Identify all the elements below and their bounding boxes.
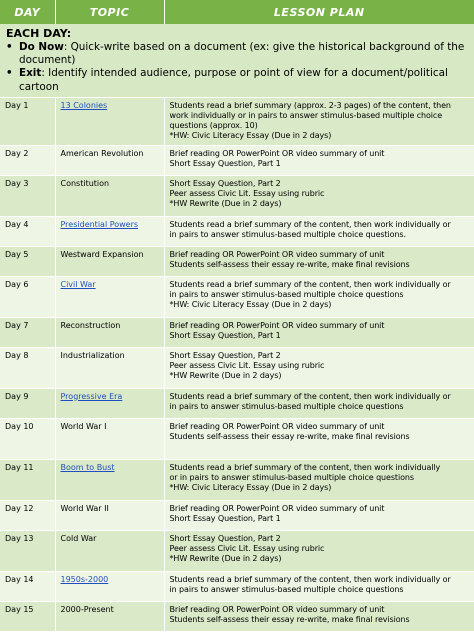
table-row xyxy=(0,175,474,216)
day-rows xyxy=(0,97,474,631)
each-day-item-text: cartoon xyxy=(19,80,59,93)
lesson-plan-cell xyxy=(164,459,474,500)
each-day-item-exit xyxy=(6,67,469,93)
lesson-plan-line: Short Essay Question, Part 1 xyxy=(169,513,281,523)
lesson-plan-cell xyxy=(164,276,474,317)
lesson-plan-line: Brief reading OR PowerPoint OR video summary of unit xyxy=(169,320,385,330)
each-day-item-text: document) xyxy=(19,54,76,67)
each-day-box xyxy=(0,24,474,97)
day-cell: Day 4 xyxy=(0,216,55,246)
lesson-plan-cell xyxy=(164,216,474,246)
topic-cell xyxy=(55,97,164,145)
lesson-plan-line: Short Essay Question, Part 1 xyxy=(169,330,281,340)
topic-text: Industrialization xyxy=(60,350,125,360)
each-day-item-label: Exit xyxy=(19,67,42,80)
lesson-plan-cell xyxy=(164,97,474,145)
each-day-section xyxy=(0,24,474,97)
lesson-plan-line: Short Essay Question, Part 1 xyxy=(169,158,281,168)
day-cell: Day 9 xyxy=(0,388,55,418)
topic-cell xyxy=(55,601,164,631)
each-day-title: EACH DAY: xyxy=(6,27,72,40)
table-row xyxy=(0,388,474,418)
lesson-plan-line: Students read a brief summary of the content, then work individually or xyxy=(169,219,451,229)
topic-link[interactable]: 1950s-2000 xyxy=(60,574,109,584)
day-cell: Day 5 xyxy=(0,246,55,276)
table-row xyxy=(0,347,474,388)
lesson-plan-line: Short Essay Question, Part 2 xyxy=(169,350,281,360)
lesson-plan-line: *HW: Civic Literacy Essay (Due in 2 days) xyxy=(169,482,332,492)
day-cell: Day 8 xyxy=(0,347,55,388)
topic-text: Reconstruction xyxy=(60,320,121,330)
topic-text: World War I xyxy=(60,421,107,431)
lesson-plan-cell xyxy=(164,601,474,631)
lesson-plan-cell xyxy=(164,175,474,216)
lesson-plan-cell xyxy=(164,571,474,601)
day-cell: Day 3 xyxy=(0,175,55,216)
lesson-plan-cell xyxy=(164,388,474,418)
lesson-plan-line: Students read a brief summary (approx. 2-3 pages) of the content, then xyxy=(169,100,451,110)
lesson-plan-line: in pairs to answer stimulus-based multiple choice questions xyxy=(169,289,404,299)
table-row xyxy=(0,500,474,530)
header-lesson-plan: LESSON PLAN xyxy=(164,0,474,24)
lesson-plan-cell xyxy=(164,418,474,459)
lesson-plan-line: Peer assess Civic Lit. Essay using rubric xyxy=(169,543,325,553)
lesson-plan-line: Brief reading OR PowerPoint OR video summary of unit xyxy=(169,148,385,158)
lesson-plan-line: Students read a brief summary of the content, then work individually or xyxy=(169,574,451,584)
lesson-plan-line: Students self-assess their essay re-write, make final revisions xyxy=(169,259,410,269)
lesson-plan-line: in pairs to answer stimulus-based multiple choice questions. xyxy=(169,229,406,239)
topic-cell xyxy=(55,246,164,276)
topic-cell xyxy=(55,276,164,317)
topic-cell xyxy=(55,418,164,459)
lesson-plan-line: Brief reading OR PowerPoint OR video summary of unit xyxy=(169,604,385,614)
topic-cell xyxy=(55,388,164,418)
header-day: DAY xyxy=(0,0,55,24)
lesson-plan-line: in pairs to answer stimulus-based multiple choice questions xyxy=(169,401,404,411)
topic-link[interactable]: Presidential Powers xyxy=(60,219,139,229)
table-header xyxy=(0,0,474,24)
topic-cell xyxy=(55,216,164,246)
topic-cell xyxy=(55,175,164,216)
table-row xyxy=(0,97,474,145)
table-row xyxy=(0,216,474,246)
lesson-plan-cell xyxy=(164,317,474,347)
lesson-plan-cell xyxy=(164,246,474,276)
lesson-plan-line: Peer assess Civic Lit. Essay using rubric xyxy=(169,360,325,370)
lesson-plan-line: *HW: Civic Literacy Essay (Due in 2 days) xyxy=(169,130,332,140)
table-row xyxy=(0,571,474,601)
table-row xyxy=(0,418,474,459)
topic-link[interactable]: Progressive Era xyxy=(60,391,123,401)
each-day-item-do-now xyxy=(6,41,469,67)
lesson-plan-line: Students read a brief summary of the content, then work individually xyxy=(169,462,441,472)
table-row xyxy=(0,246,474,276)
day-cell: Day 11 xyxy=(0,459,55,500)
lesson-plan-line: *HW Rewrite (Due in 2 days) xyxy=(169,553,282,563)
topic-text: World War II xyxy=(60,503,109,513)
day-cell: Day 14 xyxy=(0,571,55,601)
lesson-plan-cell xyxy=(164,500,474,530)
table-row xyxy=(0,145,474,175)
topic-text: American Revolution xyxy=(60,148,144,158)
lesson-plan-line: *HW Rewrite (Due in 2 days) xyxy=(169,370,282,380)
day-cell: Day 12 xyxy=(0,500,55,530)
lesson-plan-line: Students read a brief summary of the content, then work individually or xyxy=(169,279,451,289)
lesson-plan-line: work individually or in pairs to answer stimulus-based multiple choice xyxy=(169,110,443,120)
topic-cell xyxy=(55,459,164,500)
lesson-plan-line: Students self-assess their essay re-write, make final revisions xyxy=(169,431,410,441)
lesson-plan-line: Short Essay Question, Part 2 xyxy=(169,178,281,188)
lesson-plan-line: *HW: Civic Literacy Essay (Due in 2 days) xyxy=(169,299,332,309)
lesson-plan-line: Brief reading OR PowerPoint OR video summary of unit xyxy=(169,249,385,259)
topic-link[interactable]: Civil War xyxy=(60,279,96,289)
topic-cell xyxy=(55,500,164,530)
day-cell: Day 6 xyxy=(0,276,55,317)
each-day-item-label: Do Now xyxy=(19,41,64,53)
each-day-list xyxy=(6,41,469,94)
table-row xyxy=(0,459,474,500)
table-row xyxy=(0,530,474,571)
lesson-plan-cell xyxy=(164,145,474,175)
lesson-plan-line: Brief reading OR PowerPoint OR video summary of unit xyxy=(169,503,385,513)
lesson-plan-line: Peer assess Civic Lit. Essay using rubric xyxy=(169,188,325,198)
day-cell: Day 15 xyxy=(0,601,55,631)
table-row xyxy=(0,317,474,347)
lesson-plan-cell xyxy=(164,530,474,571)
topic-cell xyxy=(55,571,164,601)
table-row xyxy=(0,276,474,317)
day-cell: Day 7 xyxy=(0,317,55,347)
lesson-plan-cell xyxy=(164,347,474,388)
lesson-plan-line: Brief reading OR PowerPoint OR video summary of unit xyxy=(169,421,385,431)
topic-link[interactable]: 13 Colonies xyxy=(60,100,108,110)
each-day-item-text: : Identify intended audience, purpose or point of view for a document/political xyxy=(41,67,448,80)
each-day-item-text: : Quick-write based on a document (ex: give the historical background of the xyxy=(63,41,465,53)
topic-cell xyxy=(55,145,164,175)
lesson-plan-line: Students self-assess their essay re-write, make final revisions xyxy=(169,614,410,624)
table-row xyxy=(0,601,474,631)
topic-text: Cold War xyxy=(60,533,97,543)
bullet-icon: • xyxy=(6,67,13,80)
topic-link[interactable]: Boom to Bust xyxy=(60,462,115,472)
topic-cell xyxy=(55,530,164,571)
lesson-plan-line: or in pairs to answer stimulus-based multiple choice questions xyxy=(169,472,414,482)
lesson-plan-line: *HW Rewrite (Due in 2 days) xyxy=(169,198,282,208)
lesson-plan-line: Short Essay Question, Part 2 xyxy=(169,533,281,543)
header-topic: TOPIC xyxy=(55,0,164,24)
day-cell: Day 1 xyxy=(0,97,55,145)
day-cell: Day 10 xyxy=(0,418,55,459)
topic-text: Constitution xyxy=(60,178,110,188)
topic-text: 2000-Present xyxy=(60,604,114,614)
day-cell: Day 13 xyxy=(0,530,55,571)
topic-cell xyxy=(55,347,164,388)
lesson-plan-line: in pairs to answer stimulus-based multiple choice questions xyxy=(169,584,404,594)
day-cell: Day 2 xyxy=(0,145,55,175)
lesson-plan-line: questions (approx. 10) xyxy=(169,120,258,130)
bullet-icon: • xyxy=(6,41,13,53)
lesson-plan-line: Students read a brief summary of the content, then work individually or xyxy=(169,391,451,401)
topic-cell xyxy=(55,317,164,347)
topic-text: Westward Expansion xyxy=(60,249,144,259)
